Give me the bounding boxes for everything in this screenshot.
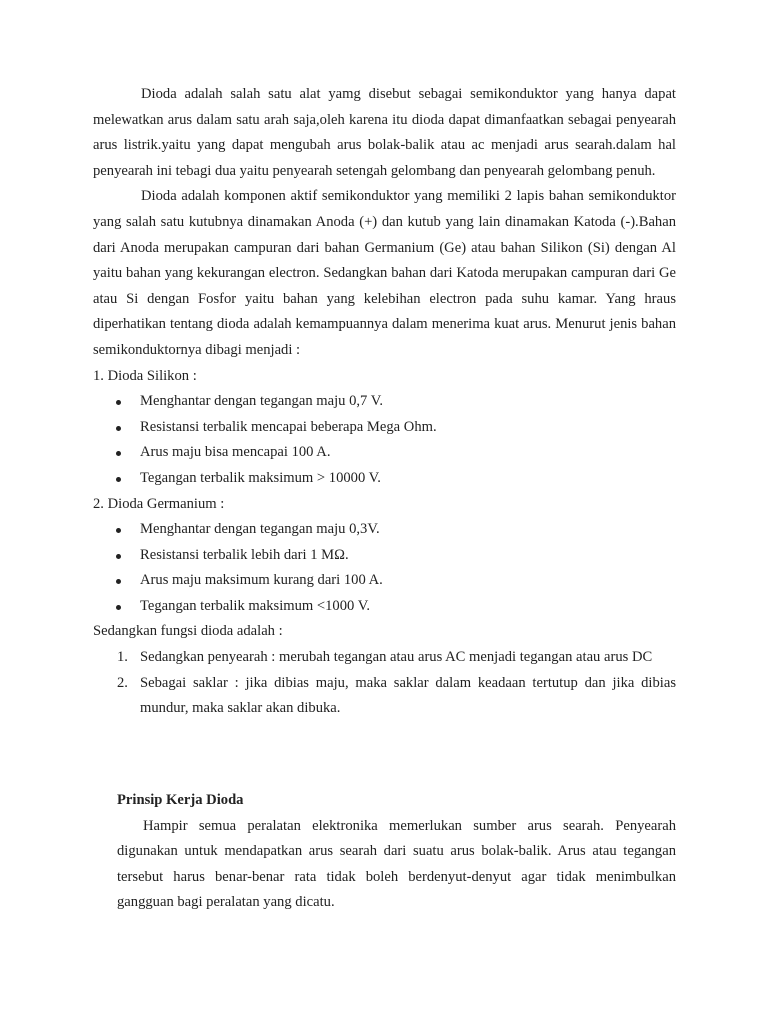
list-item: 1. Sedangkan penyearah : merubah tegangan atau arus AC menjadi tegangan atau arus DC xyxy=(93,645,676,671)
section-heading: Prinsip Kerja Dioda xyxy=(117,792,244,808)
fungsi-list xyxy=(93,645,676,722)
germanium-title: 2. Dioda Germanium : xyxy=(93,495,225,512)
fungsi-title: Sedangkan fungsi dioda adalah : xyxy=(93,623,283,640)
list-item: Resistansi terbalik lebih dari 1 MΩ. xyxy=(93,543,676,569)
list-item: Tegangan terbalik maksimum <1000 V. xyxy=(93,594,676,620)
bullet-icon xyxy=(116,426,121,431)
list-item: Tegangan terbalik maksimum > 10000 V. xyxy=(93,466,676,492)
list-item: 2. Sebagai saklar : jika dibias maju, maka saklar dalam keadaan tertutup dan jika dibias mundur, maka saklar akan dibuka. xyxy=(93,671,676,722)
prinsip-section xyxy=(117,788,676,916)
germanium-list xyxy=(93,517,676,619)
list-item: Menghantar dengan tegangan maju 0,3V. xyxy=(93,517,676,543)
list-number: 1. xyxy=(117,649,128,666)
bullet-icon xyxy=(116,400,121,405)
bullet-icon xyxy=(116,528,121,533)
intro-paragraph: Dioda adalah salah satu alat yamg disebut sebagai semikonduktor yang hanya dapat melewatkan arus dalam satu arah saja,oleh karena itu dioda dapat dimanfaatkan sebagai penyearah arus listrik.yaitu yang dapat mengubah arus bolak-balik atau ac menjadi arus searah.dalam hal penyearah ini tebagi dua yaitu penyearah setengah gelombang dan penyearah gelombang penuh. xyxy=(93,86,676,179)
list-item: Arus maju bisa mencapai 100 A. xyxy=(93,440,676,466)
bullet-icon xyxy=(116,477,121,482)
bullet-icon xyxy=(116,579,121,584)
prinsip-paragraph: Hampir semua peralatan elektronika memerlukan sumber arus searah. Penyearah digunakan untuk mendapatkan arus searah dari suatu arus bolak-balik. Arus atau tegangan tersebut harus benar-benar rata tidak boleh berdenyut-denyut agar tidak menimbulkan gangguan bagi peralatan yang dicatu. xyxy=(117,817,676,911)
silikon-title: 1. Dioda Silikon : xyxy=(93,367,197,384)
definition-paragraph: Dioda adalah komponen aktif semikonduktor yang memiliki 2 lapis bahan semikonduktor yang salah satu kutubnya dinamakan Anoda (+) dan kutub yang lain dinamakan Katoda (-).Bahan dari Anoda merupakan campuran dari bahan Germanium (Ge) atau bahan Silikon (Si) dengan Al yaitu bahan yang kekurangan electron. Sedangkan bahan dari Katoda merupakan campuran dari Ge atau Si dengan Fosfor yaitu bahan yang kelebihan electron pada suhu kamar. Yang hraus diperhatikan tentang dioda adalah kemampuannya dalam menerima kuat arus. Menurut jenis bahan semikonduktornya dibagi menjadi : xyxy=(93,188,676,358)
document-page xyxy=(93,82,676,722)
silikon-list xyxy=(93,389,676,491)
bullet-icon xyxy=(116,605,121,610)
list-item: Resistansi terbalik mencapai beberapa Mega Ohm. xyxy=(93,415,676,441)
bullet-icon xyxy=(116,451,121,456)
bullet-icon xyxy=(116,554,121,559)
list-item: Menghantar dengan tegangan maju 0,7 V. xyxy=(93,389,676,415)
list-item: Arus maju maksimum kurang dari 100 A. xyxy=(93,568,676,594)
list-number: 2. xyxy=(117,674,128,691)
